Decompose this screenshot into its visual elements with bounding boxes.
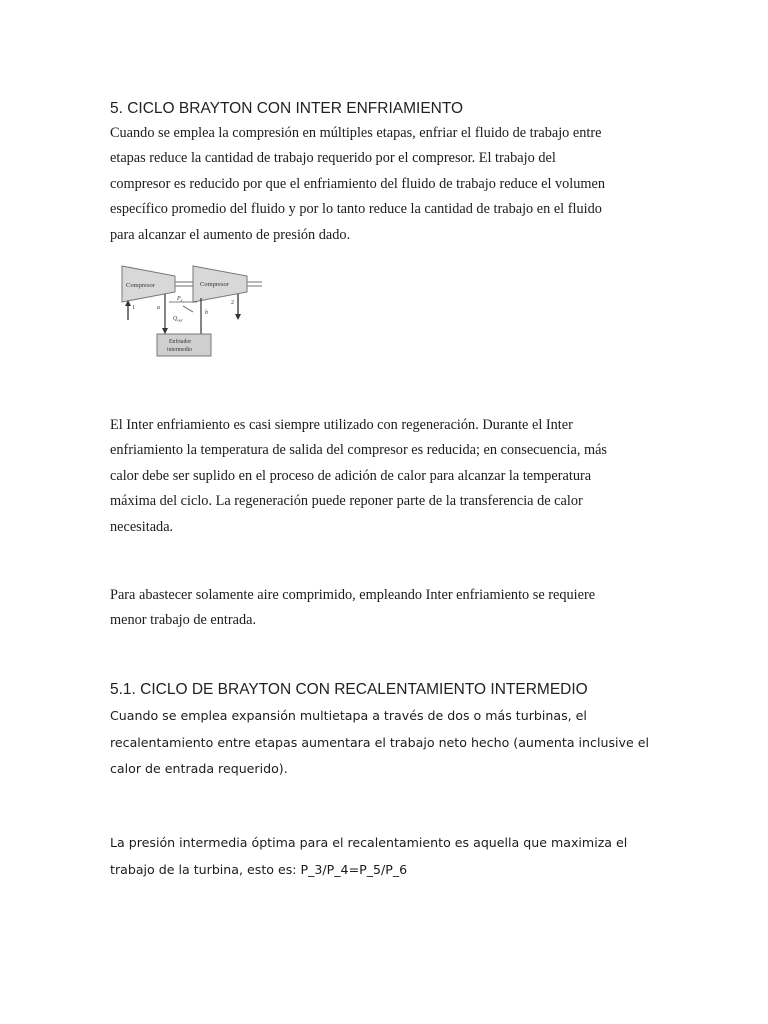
section-5-1-heading: 5.1. CICLO DE BRAYTON CON RECALENTAMIENTO INTERMEDIO	[110, 681, 588, 698]
section-5-1-paragraph-1	[110, 703, 670, 783]
text-line: para alcanzar el aumento de presión dado.	[110, 226, 351, 243]
text-line: específico promedio del fluido y por lo tanto reduce la cantidad de trabajo en el fluido	[110, 201, 602, 218]
heat-symbol: Q	[173, 316, 178, 322]
pressure-symbol: P	[177, 296, 181, 302]
heat-out-arrow	[183, 306, 193, 312]
text-line: recalentamiento entre etapas aumentara el trabajo neto hecho (aumenta inclusive el	[110, 734, 649, 750]
arrow-head-icon	[235, 314, 241, 320]
text-line: El Inter enfriamiento es casi siempre utilizado con regeneración. Durante el Inter	[110, 417, 573, 433]
section-5-heading: 5. CICLO BRAYTON CON INTER ENFRIAMIENTO	[110, 100, 464, 117]
intercooler-label-line-2: intermedio	[167, 347, 193, 353]
pressure-subscript: x	[180, 297, 183, 303]
intercooler-diagram	[117, 262, 265, 362]
text-line: Para abastecer solamente aire comprimido, empleando Inter enfriamiento se requiere	[110, 587, 596, 603]
text-line: compresor es reducido por que el enfriamiento del fluido de trabajo reduce el volumen	[110, 175, 606, 192]
state-2-label: 2	[231, 300, 234, 306]
text-line: Cuando se emplea expansión multietapa a través de dos o más turbinas, el	[110, 708, 587, 723]
heat-out-label	[173, 316, 183, 323]
text-line: trabajo de la turbina, esto es: P_3/P_4=P_5/P_6	[110, 861, 408, 877]
arrow-head-icon	[162, 328, 168, 334]
state-a-label: a	[157, 305, 160, 311]
text-line: menor trabajo de entrada.	[110, 612, 257, 629]
text-line: etapas reduce la cantidad de trabajo requerido por el compresor. El trabajo del	[110, 150, 556, 167]
state-b-label: b	[205, 310, 208, 316]
compressor-2-label: Compresor	[200, 281, 229, 288]
text-line: calor debe ser suplido en el proceso de adición de calor para alcanzar la temperatura	[110, 467, 592, 484]
text-line: necesitada.	[110, 518, 174, 535]
heat-subscript: out	[177, 317, 183, 323]
text-line: Cuando se emplea la compresión en múltiples etapas, enfriar el fluido de trabajo entre	[110, 125, 602, 141]
section-5-paragraph-1	[110, 121, 670, 248]
text-line: calor de entrada requerido).	[110, 761, 288, 776]
text-line: La presión intermedia óptima para el recalentamiento es aquella que maximiza el	[110, 835, 628, 850]
text-line: máxima del ciclo. La regeneración puede reponer parte de la transferencia de calor	[110, 493, 583, 510]
text-line: enfriamiento la temperatura de salida del compresor es reducida; en consecuencia, más	[110, 442, 607, 459]
section-5-1-paragraph-2	[110, 830, 670, 883]
intercooler-label-line-1: Enfriador	[169, 339, 192, 345]
state-1-label: 1	[132, 305, 135, 311]
pressure-label	[176, 296, 183, 303]
section-5-paragraph-2	[110, 413, 670, 540]
intercooler-diagram-svg	[117, 262, 265, 362]
section-5-paragraph-3	[110, 583, 670, 634]
compressor-1-label: Compresor	[126, 282, 155, 289]
